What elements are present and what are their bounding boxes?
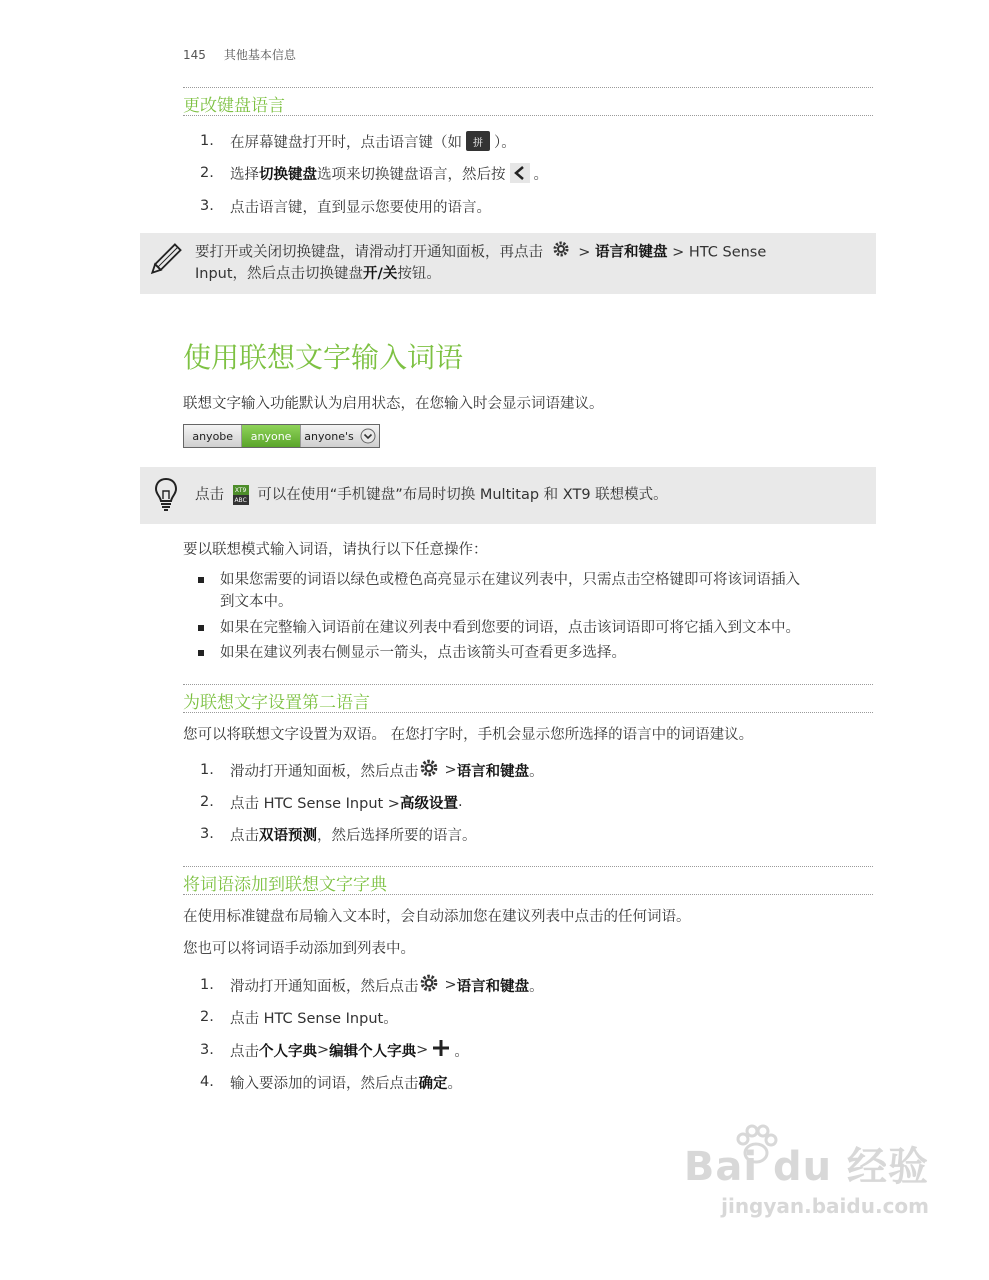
language-key-icon: 拼 xyxy=(466,131,490,151)
intro-paragraph: 联想文字输入功能默认为启用状态，在您输入时会显示词语建议。 xyxy=(183,396,604,412)
intro-paragraph: 在使用标准键盘布局输入文本时，会自动添加您在建议列表中点击的任何词语。 xyxy=(183,909,691,925)
running-header xyxy=(183,46,296,63)
pencil-icon xyxy=(146,241,184,283)
gear-icon xyxy=(419,973,439,997)
suggestion-item: anyone's xyxy=(304,429,354,443)
watermark xyxy=(684,1135,929,1218)
section-heading: 为联想文字设置第二语言 xyxy=(183,693,370,713)
gear-icon xyxy=(419,758,439,782)
tip-box xyxy=(140,467,876,524)
divider xyxy=(183,866,873,867)
lightbulb-icon xyxy=(154,477,178,517)
intro-paragraph: 您也可以将词语手动添加到列表中。 xyxy=(183,941,415,957)
step-3: 3. 点击 双语预测 ，然后选择所要的语言。 xyxy=(200,826,477,844)
header-section-title: 其他基本信息 xyxy=(223,48,296,62)
section-heading: 更改键盘语言 xyxy=(183,96,285,116)
step-1: 1. 在屏幕键盘打开时，点击语言键（如 拼 ）。 xyxy=(200,133,516,151)
watermark-brand: Bai du 经验 xyxy=(683,1144,929,1190)
step-3: 3. 点击语言键，直到显示您要使用的语言。 xyxy=(200,198,491,216)
watermark-url: jingyan.baidu.com xyxy=(721,1194,929,1218)
divider xyxy=(183,894,873,895)
step-2: 2. 选择 切换键盘 选项来切换键盘语言，然后按 。 xyxy=(200,165,548,183)
step-1: 1. 滑动打开通知面板，然后点击 > 语言和键盘 。 xyxy=(200,973,544,997)
step-2: 2. 点击 HTC Sense Input。 xyxy=(200,1009,398,1027)
note-line-1: 要打开或关闭切换键盘，请滑动打开通知面板，再点击 > 语言和键盘 > HTC Sense xyxy=(195,240,766,265)
gear-icon xyxy=(552,240,570,265)
step-2: 2. 点击 HTC Sense Input > 高级设置 . xyxy=(200,794,463,812)
suggestion-item-selected: anyone xyxy=(242,425,300,447)
divider xyxy=(183,712,873,713)
step-4: 4. 输入要添加的词语，然后点击 确定 。 xyxy=(200,1074,462,1092)
plus-icon xyxy=(432,1039,450,1061)
intro-paragraph: 您可以将联想文字设置为双语。 在您打字时，手机会显示您所选择的语言中的词语建议。 xyxy=(183,727,754,743)
step-1: 1. 滑动打开通知面板，然后点击 > 语言和键盘 。 xyxy=(200,758,544,782)
chapter-heading: 使用联想文字输入词语 xyxy=(183,341,464,374)
paw-icon xyxy=(733,1123,779,1173)
step-3: 3. 点击 个人字典 > 编辑个人字典 > 。 xyxy=(200,1038,469,1062)
divider xyxy=(183,684,873,685)
howto-paragraph: 要以联想模式输入词语，请执行以下任意操作： xyxy=(183,542,488,558)
note-line-2: Input，然后点击切换键盘开/关按钮。 xyxy=(195,266,441,282)
divider xyxy=(183,115,873,116)
xt9-mode-icon: XT9 ABC xyxy=(234,486,247,504)
suggestion-item: anyobe xyxy=(184,425,242,447)
note-box xyxy=(140,233,876,294)
divider xyxy=(183,87,873,88)
back-arrow-icon xyxy=(510,163,530,183)
suggestion-bar xyxy=(183,424,380,448)
expand-arrow-icon xyxy=(357,425,379,447)
page-number: 145 xyxy=(183,48,206,62)
section-heading: 将词语添加到联想文字字典 xyxy=(183,875,387,895)
tip-text: 点击 XT9 ABC 可以在使用“手机键盘”布局时切换 Multitap 和 XT9 联想模式。 xyxy=(195,486,668,504)
